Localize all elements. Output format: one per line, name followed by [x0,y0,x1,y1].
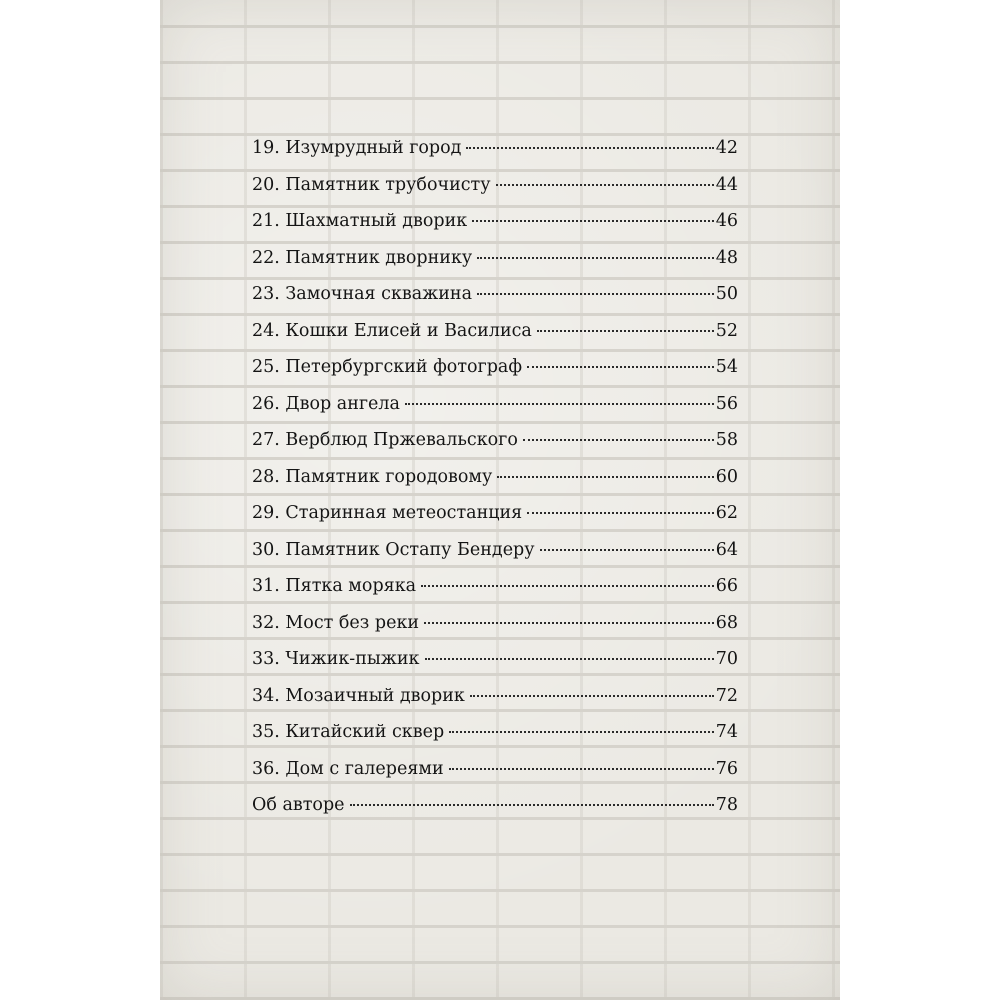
entry-page-number: 74 [715,722,738,742]
toc-entry [252,203,738,240]
entry-page-number: 58 [715,430,738,450]
entry-page-number: 46 [715,211,738,231]
dot-leader [540,549,714,551]
dot-leader [470,695,714,697]
toc-entry [252,276,738,313]
dot-leader [350,804,714,806]
toc-entry [252,532,738,569]
toc-entry [252,313,738,350]
entry-title: 24. Кошки Елисей и Василиса [252,320,532,341]
toc-entry [252,641,738,678]
entry-page-number: 42 [715,138,738,158]
entry-title: 34. Мозаичный дворик [252,685,465,706]
dot-leader [466,147,713,149]
dot-leader [449,731,714,733]
entry-page-number: 56 [715,393,738,414]
dot-leader [527,512,714,514]
entry-title: 28. Памятник городовому [252,466,493,487]
entry-title: 36. Дом с галереями [252,758,444,779]
dot-leader [523,439,714,441]
toc-entry [252,459,738,496]
entry-title: 30. Памятник Остапу Бендеру [252,539,535,560]
toc-entry [252,787,738,824]
dot-leader [472,220,714,222]
entry-page-number: 54 [715,357,738,377]
entry-title: 29. Старинная метеостанция [252,503,523,523]
dot-leader [421,585,714,587]
dot-leader [527,366,714,368]
toc-entry [252,568,738,605]
table-of-contents [252,130,738,824]
toc-entry [252,678,738,715]
dot-leader [497,476,713,478]
entry-page-number: 50 [715,284,738,304]
entry-title: 33. Чижик-пыжик [252,649,420,669]
toc-entry [252,240,738,277]
toc-entry [252,386,738,423]
entry-title: 32. Мост без реки [252,612,420,633]
entry-title: 20. Памятник трубочисту [252,174,491,195]
entry-page-number: 78 [715,795,738,815]
dot-leader [425,658,714,660]
dot-leader [496,184,714,186]
entry-page-number: 64 [715,539,738,560]
toc-entry [252,714,738,751]
dot-leader [477,257,714,259]
entry-title: 25. Петербургский фотограф [252,357,523,377]
entry-title: 22. Памятник дворнику [252,247,473,268]
entry-title: 26. Двор ангела [252,393,400,414]
dot-leader [424,622,714,624]
entry-page-number: 52 [715,320,738,341]
entry-page-number: 76 [715,758,738,779]
toc-entry [252,605,738,642]
entry-title: 19. Изумрудный город [252,138,462,158]
toc-entry [252,349,738,386]
entry-title: 35. Китайский сквер [252,722,445,742]
toc-entry [252,751,738,788]
entry-page-number: 48 [715,247,738,268]
entry-page-number: 62 [715,503,738,523]
toc-entry [252,130,738,167]
entry-title: 21. Шахматный дворик [252,211,468,231]
toc-entry [252,167,738,204]
entry-page-number: 44 [715,174,738,195]
entry-title: 27. Верблюд Пржевальского [252,430,518,450]
entry-page-number: 68 [715,612,738,633]
entry-title: 23. Замочная скважина [252,284,473,304]
toc-entry [252,422,738,459]
dot-leader [405,403,714,405]
entry-title: Об авторе [252,795,345,815]
entry-page-number: 60 [715,466,738,487]
dot-leader [537,330,714,332]
entry-page-number: 72 [715,685,738,706]
toc-entry [252,495,738,532]
dot-leader [477,293,714,295]
entry-title: 31. Пятка моряка [252,576,417,596]
entry-page-number: 66 [715,576,738,596]
entry-page-number: 70 [715,649,738,669]
dot-leader [449,768,714,770]
